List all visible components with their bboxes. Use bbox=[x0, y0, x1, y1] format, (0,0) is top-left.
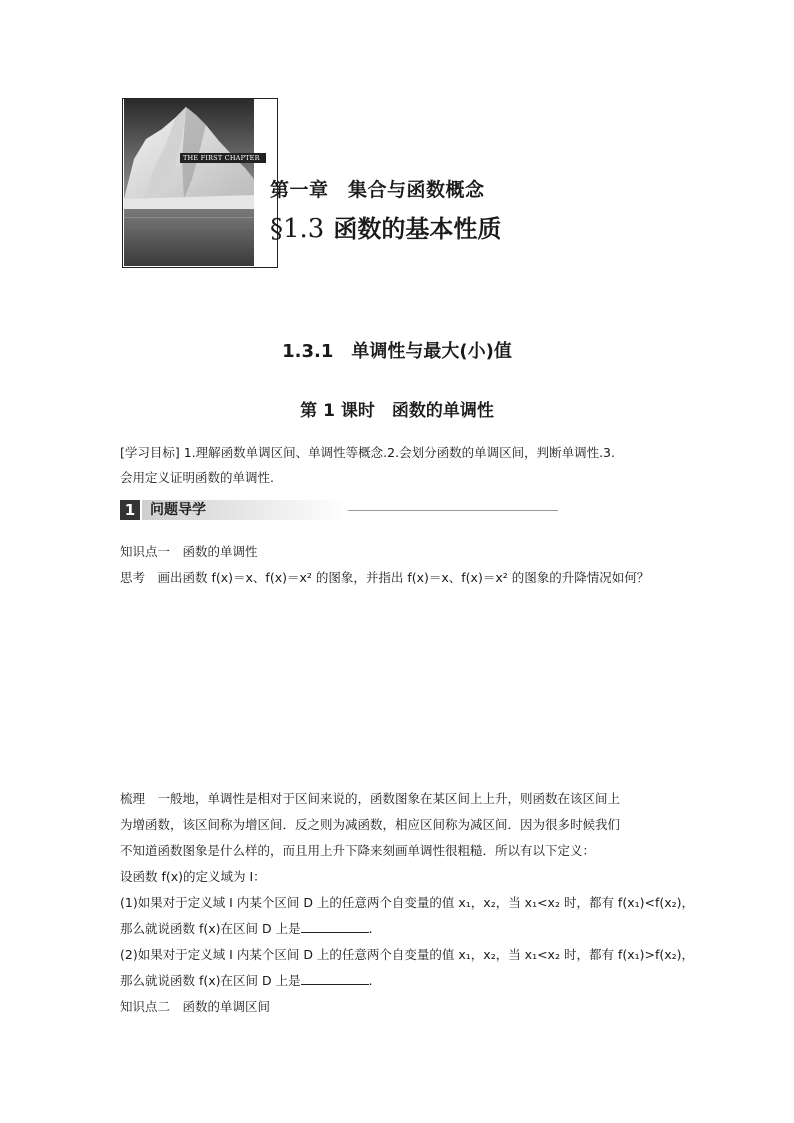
subsection-title: 1.3.1 单调性与最大(小)值 bbox=[282, 341, 512, 362]
summary-paragraph bbox=[120, 786, 695, 1020]
section-number: §1.3 bbox=[270, 214, 325, 244]
lesson-title: 第 1 课时 函数的单调性 bbox=[300, 401, 494, 421]
objectives-line-2: 会用定义证明函数的单调性. bbox=[120, 470, 274, 485]
answer-blank-2[interactable] bbox=[301, 972, 369, 985]
section-bar-label: 问题导学 bbox=[142, 500, 348, 520]
objectives-label: [学习目标] bbox=[120, 445, 180, 460]
chapter-english-label: THE FIRST CHAPTER bbox=[180, 153, 266, 163]
section-bar-rule bbox=[348, 510, 558, 511]
definition-2-line-1: (2)如果对于定义域 I 内某个区间 D 上的任意两个自变量的值 x₁，x₂，当 x₁<x₂ 时，都有 f(x₁)>f(x₂)， bbox=[120, 947, 695, 962]
summary-line-2: 为增函数，该区间称为增区间．反之则为减函数，相应区间称为减区间．因为很多时候我们 bbox=[120, 817, 621, 832]
section-bar bbox=[120, 500, 438, 520]
answer-blank-1[interactable] bbox=[301, 920, 369, 933]
learning-objectives bbox=[120, 440, 680, 490]
section-bar-number: 1 bbox=[120, 500, 140, 520]
definition-1-line-2 bbox=[120, 916, 680, 942]
definition-2-prefix: 那么就说函数 f(x)在区间 D 上是 bbox=[120, 973, 301, 988]
iceberg-illustration bbox=[124, 99, 254, 266]
section-title-text: 函数的基本性质 bbox=[333, 215, 502, 243]
definition-1-prefix: 那么就说函数 f(x)在区间 D 上是 bbox=[120, 921, 301, 936]
knowledge-point-2: 知识点二 函数的单调区间 bbox=[120, 999, 271, 1014]
objectives-line-1: 1.理解函数单调区间、单调性等概念.2.会划分函数的单调区间，判断单调性.3. bbox=[183, 445, 615, 460]
summary-line-4: 设函数 f(x)的定义域为 I： bbox=[120, 869, 266, 884]
definition-2-suffix: . bbox=[368, 973, 373, 988]
definition-2-line-2 bbox=[120, 968, 680, 994]
summary-line-3: 不知道函数图象是什么样的，而且用上升下降来刻画单调性很粗糙．所以有以下定义： bbox=[120, 843, 596, 858]
definition-1-line-1: (1)如果对于定义域 I 内某个区间 D 上的任意两个自变量的值 x₁，x₂，当 x₁<x₂ 时，都有 f(x₁)<f(x₂)， bbox=[120, 895, 695, 910]
section-title bbox=[270, 209, 501, 244]
think-question: 思考 画出函数 f(x)＝x、f(x)＝x² 的图象，并指出 f(x)＝x、f(x)＝x² 的图象的升降情况如何？ bbox=[120, 570, 650, 585]
definition-1-suffix: . bbox=[368, 921, 373, 936]
chapter-title: 第一章 集合与函数概念 bbox=[270, 179, 485, 201]
summary-line-1: 梳理 一般地，单调性是相对于区间来说的，函数图象在某区间上上升，则函数在该区间上 bbox=[120, 791, 621, 806]
knowledge-point-1: 知识点一 函数的单调性 bbox=[120, 544, 258, 559]
